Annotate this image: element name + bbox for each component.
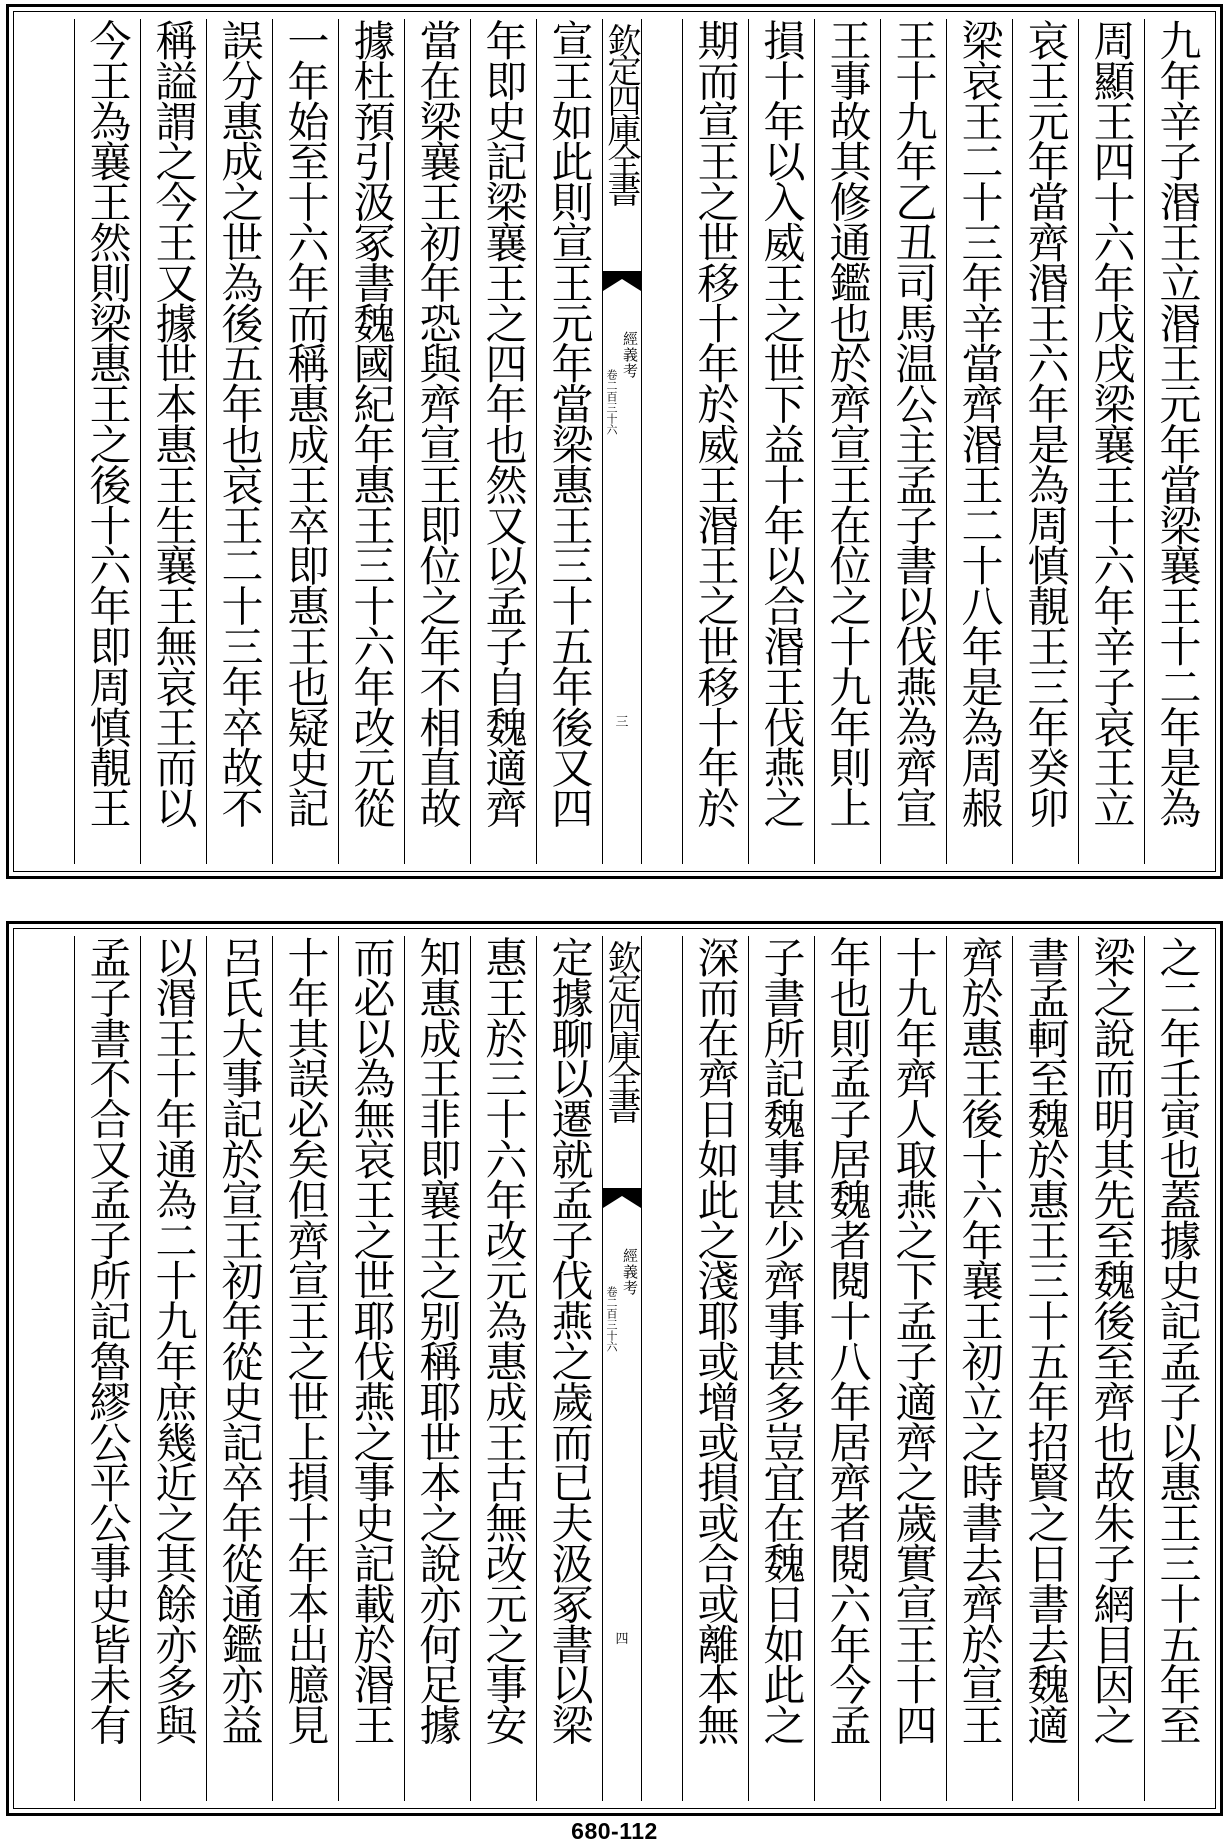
text-column: 梁之說而明其先至魏後至齊也故朱子網目因之 xyxy=(1078,936,1144,1801)
page-number: 四 xyxy=(615,1632,629,1647)
text-column: 之二年壬寅也蓋據史記孟子以惠王三十五年至 xyxy=(1144,936,1210,1801)
fishtail-ornament-icon xyxy=(603,1188,641,1208)
text-column: 齊於惠王後十六年襄王初立之時書去齊於宣王 xyxy=(946,936,1012,1801)
text-column: 今王為襄王然則梁惠王之後十六年即周慎靚王 xyxy=(74,19,140,864)
text-column: 王事故其修通鑑也於齊宣王在位之十九年則上 xyxy=(814,19,880,864)
text-column: 梁哀王二十三年辛當齊湣王二十八年是為周赧 xyxy=(946,19,1012,864)
text-column: 子書所記魏事甚少齊事甚多豈宜在魏日如此之 xyxy=(748,936,814,1801)
text-column: 一年始至十六年而稱惠成王卒即惠王也疑史記 xyxy=(272,19,338,864)
text-column: 十年其誤必矣但齊宣王之世上損十年本出臆見 xyxy=(272,936,338,1801)
center-title: 欽定四庫全書 xyxy=(601,940,641,1120)
text-column: 深而在齊日如此之淺耶或增或損或合或離本無 xyxy=(682,936,748,1801)
book-title: 經義考 xyxy=(621,1248,639,1296)
text-column: 呂氏大事記於宣王初年從史記卒年從通鑑亦益 xyxy=(206,936,272,1801)
page-number: 三 xyxy=(615,715,629,730)
text-column: 周顯王四十六年戊戌梁襄王十六年辛子哀王立 xyxy=(1078,19,1144,864)
center-margin-strip xyxy=(602,19,642,864)
top-page-panel xyxy=(6,4,1223,879)
text-column: 稱謚謂之今王又據世本惠王生襄王無哀王而以 xyxy=(140,19,206,864)
text-column: 知惠成王非即襄王之别稱耶世本之說亦何足據 xyxy=(404,936,470,1801)
text-column: 九年辛子湣王立湣王元年當梁襄王十二年是為 xyxy=(1144,19,1210,864)
text-column: 書孟軻至魏於惠王三十五年招賢之日書去魏適 xyxy=(1012,936,1078,1801)
text-column: 宣王如此則宣王元年當梁惠王三十五年後又四 xyxy=(536,19,602,864)
text-column: 年即史記梁襄王之四年也然又以孟子自魏適齊 xyxy=(470,19,536,864)
center-title: 欽定四庫全書 xyxy=(601,23,641,203)
text-column: 損十年以入威王之世下益十年以合湣王伐燕之 xyxy=(748,19,814,864)
text-column: 期而宣王之世移十年於威王湣王之世移十年於 xyxy=(682,19,748,864)
text-column: 以湣王十年通為二十九年庶幾近之其餘亦多與 xyxy=(140,936,206,1801)
text-column: 年也則孟子居魏者閱十八年居齊者閱六年今孟 xyxy=(814,936,880,1801)
text-column: 惠王於三十六年改元為惠成王古無改元之事安 xyxy=(470,936,536,1801)
text-column: 定據聊以遷就孟子伐燕之歲而已夫汲冢書以梁 xyxy=(536,936,602,1801)
chapter-label: 卷二百三十六 xyxy=(605,369,618,435)
text-column: 當在梁襄王初年恐與齊宣王即位之年不相直故 xyxy=(404,19,470,864)
text-column: 孟子書不合又孟子所記魯繆公平公事史皆未有 xyxy=(74,936,140,1801)
text-column: 哀王元年當齊湣王六年是為周慎靚王三年癸卯 xyxy=(1012,19,1078,864)
page-footer-number: 680-112 xyxy=(571,1818,658,1844)
fishtail-ornament-icon xyxy=(603,271,641,291)
bottom-page-panel xyxy=(6,921,1223,1816)
text-column: 而必以為無哀王之世耶伐燕之事史記載於湣王 xyxy=(338,936,404,1801)
chapter-label: 卷二百三十六 xyxy=(605,1286,618,1352)
text-column: 據杜預引汲冢書魏國紀年惠王三十六年改元從 xyxy=(338,19,404,864)
text-column: 誤分惠成之世為後五年也哀王二十三年卒故不 xyxy=(206,19,272,864)
text-column: 十九年齊人取燕之下孟子適齊之歲實宣王十四 xyxy=(880,936,946,1801)
center-margin-strip xyxy=(602,936,642,1801)
text-column: 王十九年乙丑司馬温公主孟子書以伐燕為齊宣 xyxy=(880,19,946,864)
book-title: 經義考 xyxy=(621,331,639,379)
